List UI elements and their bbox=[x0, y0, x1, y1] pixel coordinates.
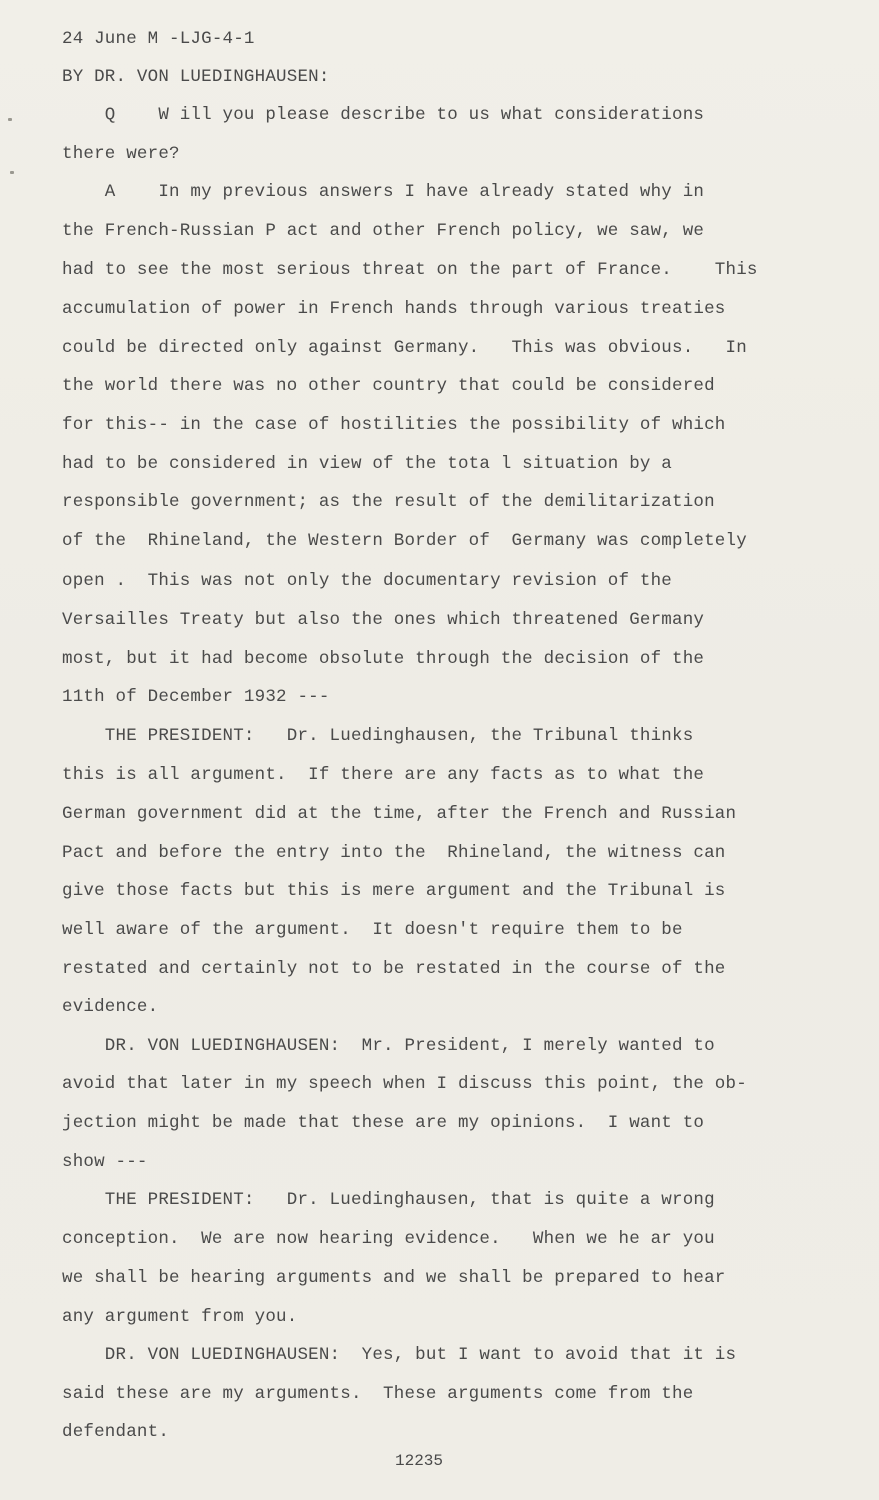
transcript-line: avoid that later in my speech when I discuss this point, the ob- bbox=[62, 1074, 747, 1094]
transcript-line: most, but it had become obsolute through the decision of the bbox=[62, 649, 705, 669]
transcript-line: we shall be hearing arguments and we shall be prepared to hear bbox=[62, 1268, 726, 1288]
transcript-line: evidence. bbox=[62, 997, 159, 1017]
transcript-line: defendant. bbox=[62, 1422, 170, 1442]
transcript-line: A In my previous answers I have already stated why in bbox=[62, 182, 705, 202]
transcript-line: responsible government; as the result of the demilitarization bbox=[62, 492, 715, 512]
transcript-line: had to be considered in view of the tota l situation by a bbox=[62, 454, 672, 474]
transcript-line: this is all argument. If there are any facts as to what the bbox=[62, 765, 705, 785]
transcript-line: well aware of the argument. It doesn't require them to be bbox=[62, 920, 683, 940]
transcript-line: could be directed only against Germany. This was obvious. In bbox=[62, 338, 747, 358]
transcript-line: the French-Russian P act and other French policy, we saw, we bbox=[62, 221, 705, 241]
transcript-line: give those facts but this is mere argument and the Tribunal is bbox=[62, 881, 726, 901]
examiner-heading: BY DR. VON LUEDINGHAUSEN: bbox=[62, 67, 330, 87]
transcript-line: said these are my arguments. These arguments come from the bbox=[62, 1384, 694, 1404]
document-reference: 24 June M -LJG-4-1 bbox=[62, 29, 255, 49]
transcript-line: conception. We are now hearing evidence. When we he ar you bbox=[62, 1229, 715, 1249]
transcript-line: German government did at the time, after the French and Russian bbox=[62, 804, 737, 824]
transcript-line: open . This was not only the documentary revision of the bbox=[62, 571, 672, 591]
transcript-line: the world there was no other country that could be considered bbox=[62, 376, 715, 396]
transcript-line: DR. VON LUEDINGHAUSEN: Mr. President, I merely wanted to bbox=[62, 1036, 715, 1056]
transcript-line: show --- bbox=[62, 1152, 148, 1172]
transcript-line: of the Rhineland, the Western Border of Germany was completely bbox=[62, 531, 747, 551]
transcript-line: there were? bbox=[62, 144, 180, 164]
margin-mark bbox=[10, 171, 14, 174]
transcript-line: for this-- in the case of hostilities the possibility of which bbox=[62, 415, 726, 435]
transcript-line: Pact and before the entry into the Rhineland, the witness can bbox=[62, 843, 726, 863]
transcript-line: jection might be made that these are my opinions. I want to bbox=[62, 1113, 705, 1133]
transcript-line: had to see the most serious threat on the part of France. This bbox=[62, 260, 758, 280]
transcript-line: THE PRESIDENT: Dr. Luedinghausen, that is quite a wrong bbox=[62, 1190, 715, 1210]
transcript-line: DR. VON LUEDINGHAUSEN: Yes, but I want to avoid that it is bbox=[62, 1345, 737, 1365]
transcript-line: THE PRESIDENT: Dr. Luedinghausen, the Tribunal thinks bbox=[62, 726, 694, 746]
page-number: 12235 bbox=[395, 1452, 444, 1470]
transcript-line: Versailles Treaty but also the ones which threatened Germany bbox=[62, 610, 705, 630]
margin-mark bbox=[8, 118, 12, 121]
transcript-line: any argument from you. bbox=[62, 1307, 298, 1327]
transcript-line: Q W ill you please describe to us what considerations bbox=[62, 105, 705, 125]
transcript-line: restated and certainly not to be restated in the course of the bbox=[62, 959, 726, 979]
transcript-line: 11th of December 1932 --- bbox=[62, 687, 330, 707]
transcript-line: accumulation of power in French hands through various treaties bbox=[62, 299, 726, 319]
